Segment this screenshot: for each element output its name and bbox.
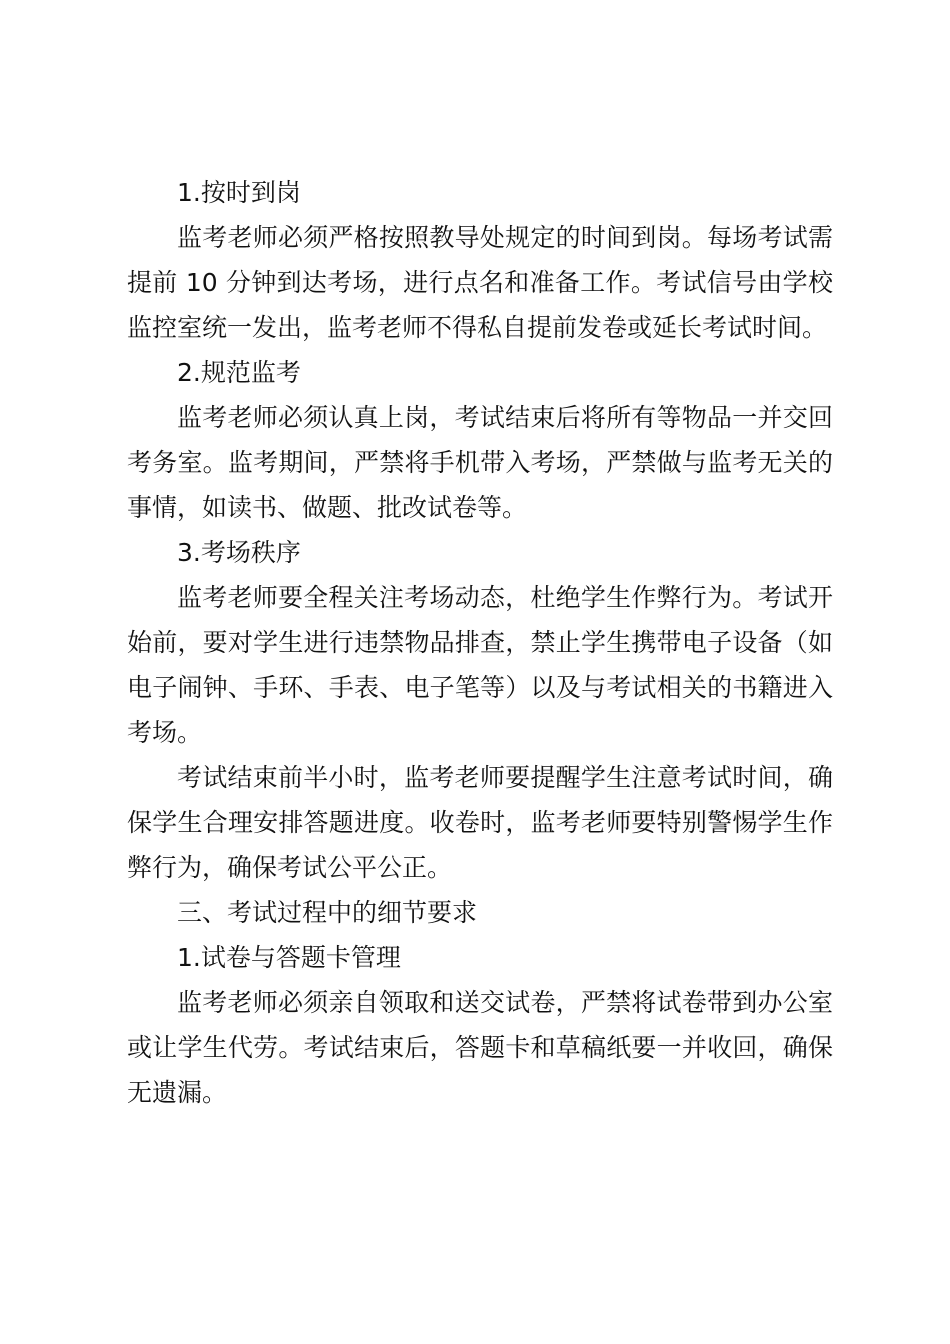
paragraph-on-time: 监考老师必须严格按照教导处规定的时间到岗。每场考试需提前 10 分钟到达考场，进行点名和准备工作。考试信号由学校监控室统一发出，监考老师不得私自提前发卷或延长考试时间。 (127, 223, 833, 342)
paragraph-proctoring: 监考老师必须认真上岗，考试结束后将所有等物品一并交回考务室。监考期间，严禁将手机带入考场，严禁做与监考无关的事情，如读书、做题、批改试卷等。 (127, 403, 833, 522)
subsection-heading-papers: 1.试卷与答题卡管理 (177, 943, 401, 972)
paragraph-end-exam: 考试结束前半小时，监考老师要提醒学生注意考试时间，确保学生合理安排答题进度。收卷时，监考老师要特别警惕学生作弊行为，确保考试公平公正。 (127, 763, 833, 882)
section-heading-order: 3.考场秩序 (177, 538, 301, 567)
section-heading-on-time: 1.按时到岗 (177, 178, 301, 207)
section-heading-details: 三、考试过程中的细节要求 (177, 898, 478, 927)
paragraph-papers: 监考老师必须亲自领取和送交试卷，严禁将试卷带到办公室或让学生代劳。考试结束后，答题卡和草稿纸要一并收回，确保无遗漏。 (127, 988, 833, 1107)
document-body (127, 170, 833, 1115)
paragraph-order: 监考老师要全程关注考场动态，杜绝学生作弊行为。考试开始前，要对学生进行违禁物品排查，禁止学生携带电子设备（如电子闹钟、手环、手表、电子笔等）以及与考试相关的书籍进入考场。 (127, 583, 833, 747)
section-heading-proctoring: 2.规范监考 (177, 358, 301, 387)
